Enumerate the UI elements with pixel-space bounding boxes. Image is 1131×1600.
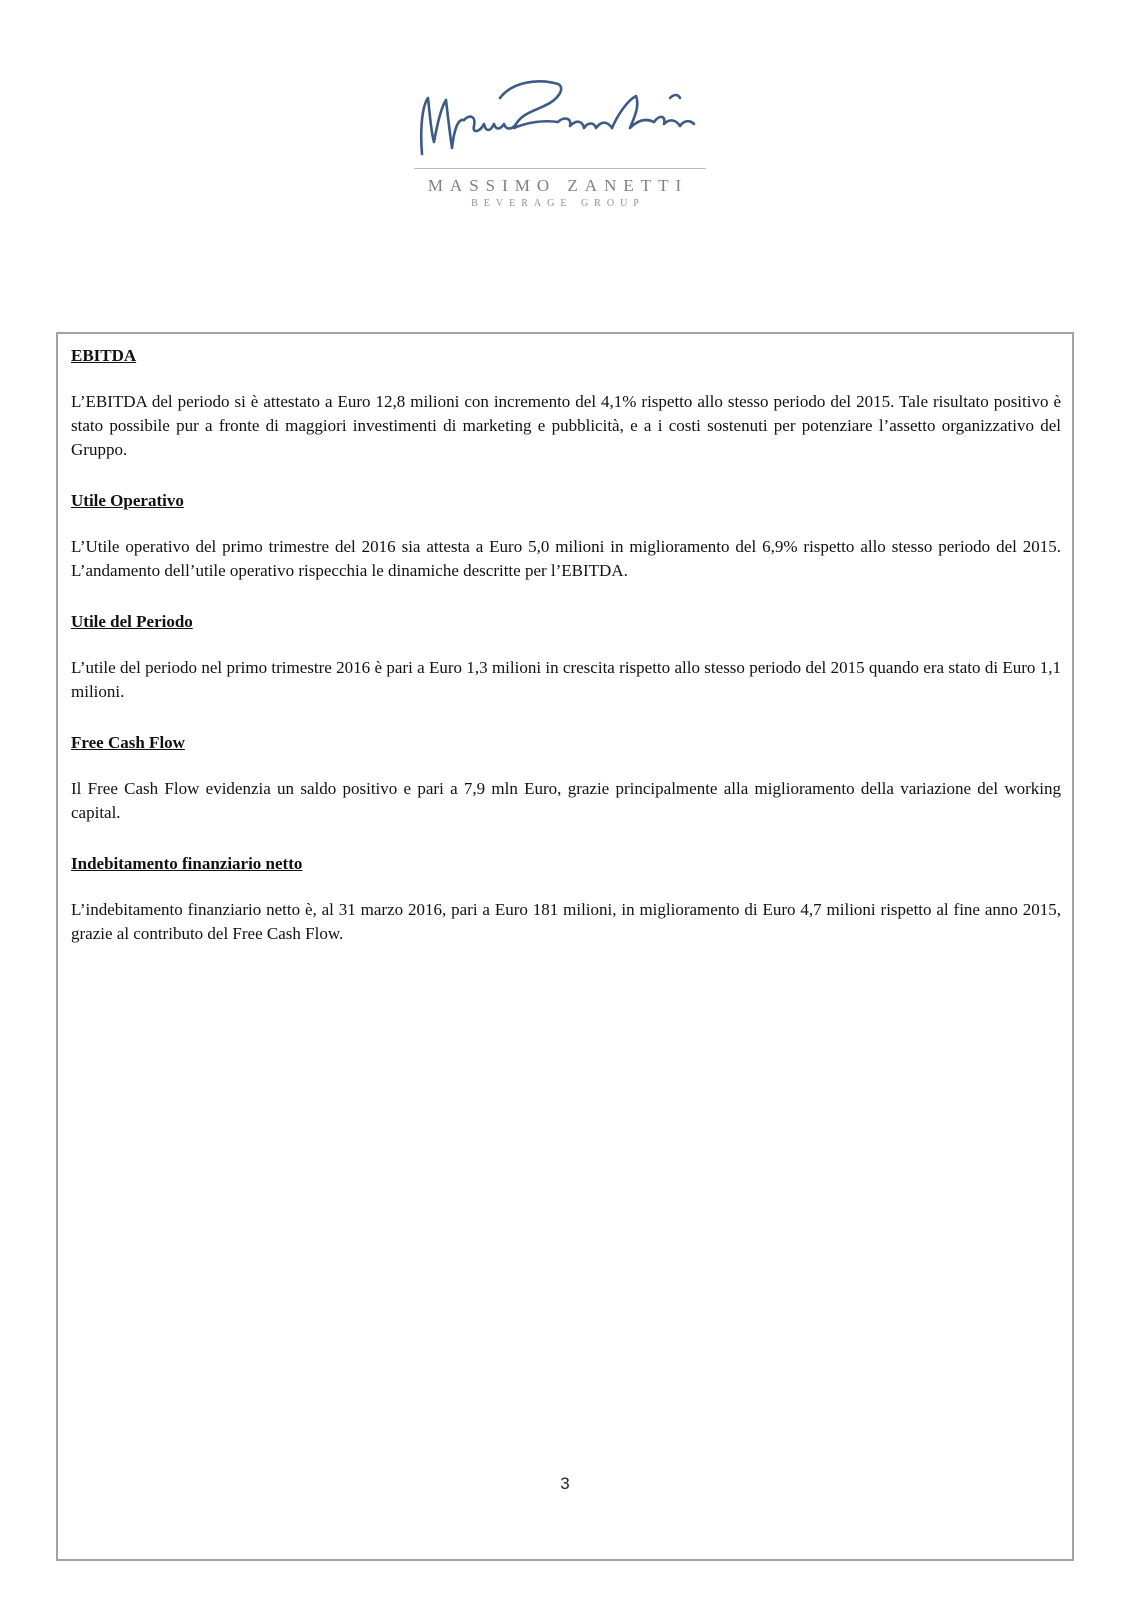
logo-company-name: MASSIMO ZANETTI — [427, 176, 689, 195]
section-heading: Free Cash Flow — [71, 733, 185, 752]
section-free-cash-flow — [71, 731, 1061, 825]
section-heading: Utile Operativo — [71, 491, 184, 510]
logo-company-subtitle: BEVERAGE GROUP — [471, 198, 645, 209]
section-utile-operativo — [71, 489, 1061, 583]
section-paragraph: L’indebitamento finanziario netto è, al 31 marzo 2016, pari a Euro 181 milioni, in miglioramento di Euro 4,7 milioni rispetto al fine anno 2015, grazie al contributo del Free Cash Flow. — [71, 900, 1061, 943]
section-paragraph: L’Utile operativo del primo trimestre del 2016 sia attesta a Euro 5,0 milioni in miglioramento del 6,9% rispetto allo stesso periodo del 2015. L’andamento dell’utile operativo rispecchia le dinamiche descritte per l’EBITDA. — [71, 537, 1061, 580]
section-utile-del-periodo — [71, 610, 1061, 704]
section-ebitda — [71, 344, 1061, 462]
signature-logo-icon — [408, 70, 708, 170]
section-paragraph: L’utile del periodo nel primo trimestre 2016 è pari a Euro 1,3 milioni in crescita rispetto allo stesso periodo del 2015 quando era stato di Euro 1,1 milioni. — [71, 658, 1061, 701]
company-logo — [408, 70, 708, 220]
section-heading: Utile del Periodo — [71, 612, 193, 631]
section-paragraph: Il Free Cash Flow evidenzia un saldo positivo e pari a 7,9 mln Euro, grazie principalmente alla miglioramento della variazione del working capital. — [71, 779, 1061, 822]
document-content — [71, 344, 1061, 973]
section-heading: EBITDA — [71, 346, 137, 365]
document-frame — [56, 332, 1074, 1561]
page-number: 3 — [560, 1474, 570, 1493]
section-heading: Indebitamento finanziario netto — [71, 854, 303, 873]
logo-divider — [414, 168, 706, 169]
section-indebitamento — [71, 852, 1061, 946]
section-paragraph: L’EBITDA del periodo si è attestato a Euro 12,8 milioni con incremento del 4,1% rispetto allo stesso periodo del 2015. Tale risultato positivo è stato possibile pur a fronte di maggiori investimenti di marketing e pubblicità, e a i costi sostenuti per potenziare l’assetto organizzativo del Gruppo. — [71, 392, 1061, 459]
